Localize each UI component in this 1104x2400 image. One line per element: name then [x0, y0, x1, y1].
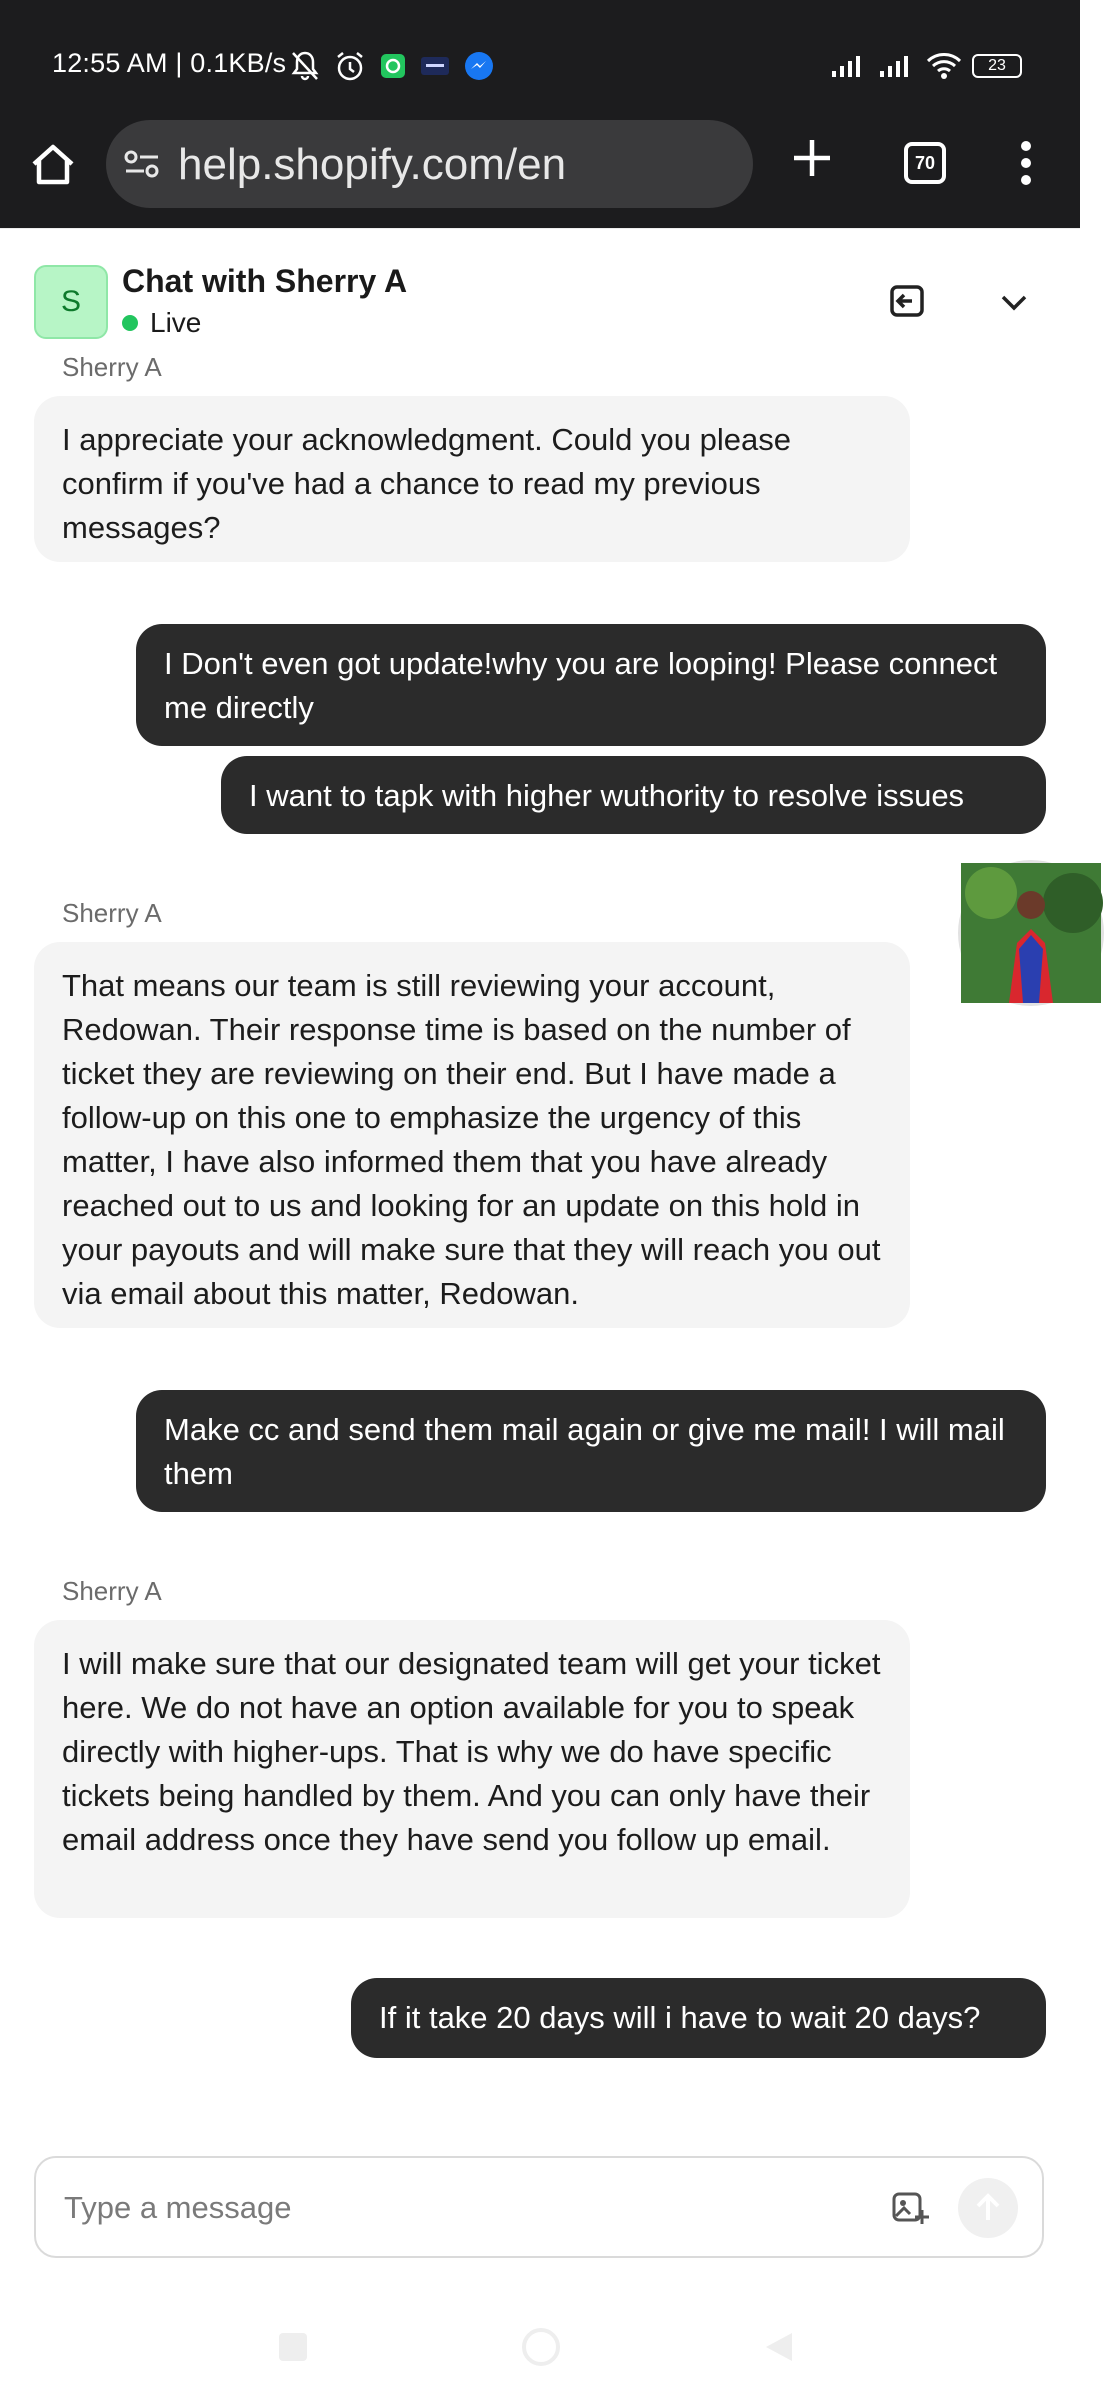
message-text: I appreciate your acknowledgment. Could you please confirm if you've had a chance to read my previous messages? [62, 422, 791, 545]
live-status [122, 307, 201, 339]
status-time: 12:55 AM | 0.1KB/s [52, 48, 287, 78]
recents-icon[interactable] [276, 2330, 310, 2364]
new-tab-icon[interactable] [788, 134, 836, 182]
agent-photo-avatar[interactable] [958, 860, 1104, 1006]
message-list[interactable] [0, 352, 1080, 2140]
address-bar[interactable] [106, 120, 753, 208]
add-image-icon[interactable] [890, 2188, 930, 2228]
live-status-label: Live [150, 307, 202, 338]
sender-name: Sherry A [62, 352, 162, 382]
live-indicator-icon [122, 315, 138, 331]
user-message-bubble [221, 756, 1046, 834]
url-text[interactable]: help.shopify.com/en [178, 140, 567, 189]
wifi-icon [926, 52, 962, 80]
bell-muted-icon [290, 50, 320, 82]
user-message-bubble [351, 1978, 1046, 2058]
back-icon[interactable] [762, 2330, 796, 2364]
exit-chat-icon[interactable] [888, 281, 928, 321]
user-message-bubble [136, 1390, 1046, 1512]
arrow-up-icon [958, 2178, 1018, 2238]
signal-icon [830, 53, 868, 79]
status-bar [0, 0, 1080, 120]
agent-avatar [34, 265, 108, 339]
message-composer [34, 2156, 1044, 2258]
agent-initial: S [60, 285, 81, 318]
alarm-icon [334, 50, 366, 82]
message-text: If it take 20 days will i have to wait 20 days? [379, 2000, 981, 2035]
app-notification-icon [380, 53, 406, 79]
message-input[interactable] [62, 2182, 866, 2234]
home-nav-icon[interactable] [520, 2326, 562, 2368]
message-text: That means our team is still reviewing your account, Redowan. Their response time is based on the number of ticket they are reviewing on their end. But I have made a follow-up on this one to emphasize the urgency of this matter, I have also informed them that you have already reached out to us and looking for an update on this hold in your payouts and will make sure that they will reach you out via email about this matter, Redowan. [62, 968, 881, 1311]
chevron-down-icon[interactable] [996, 285, 1032, 321]
status-notification-icons [290, 50, 494, 82]
tab-count: 70 [914, 153, 936, 173]
battery-level: 23 [988, 57, 1006, 74]
message-text: I Don't even got update!why you are looping! Please connect me directly [164, 646, 998, 725]
sender-name: Sherry A [62, 1576, 162, 1606]
agent-photo [961, 863, 1101, 1003]
send-button[interactable] [958, 2178, 1018, 2238]
agent-message-bubble [34, 1620, 910, 1918]
chat-title: Chat with Sherry A [122, 263, 408, 299]
more-menu-icon[interactable] [1018, 140, 1034, 186]
news-app-icon [420, 55, 450, 77]
messenger-icon [464, 51, 494, 81]
agent-message-bubble [34, 942, 910, 1328]
message-text: I will make sure that our designated team will get your ticket here. We do not have an option available for you to speak directly with higher-ups. That is why we do have specific tickets being handled by them. And you can only have their email address once they have send you follow up email. [62, 1646, 881, 1857]
chat-header [0, 228, 1080, 369]
agent-message-bubble [34, 396, 910, 562]
browser-toolbar [0, 120, 1080, 228]
message-sender-label [62, 898, 162, 929]
sender-name: Sherry A [62, 898, 162, 928]
message-text: I want to tapk with higher wuthority to resolve issues [249, 778, 965, 813]
home-icon[interactable] [28, 140, 78, 190]
system-nav-bar [0, 2300, 1080, 2400]
user-message-bubble [136, 624, 1046, 746]
signal-icon-2 [878, 53, 916, 79]
message-sender-label [62, 1576, 162, 1607]
battery-icon [972, 54, 1022, 78]
tab-switcher-button[interactable] [904, 142, 946, 184]
site-settings-icon[interactable] [124, 148, 160, 180]
message-text: Make cc and send them mail again or give me mail! I will mail them [164, 1412, 1005, 1491]
message-sender-label [62, 352, 162, 382]
status-right-icons [830, 52, 1022, 80]
